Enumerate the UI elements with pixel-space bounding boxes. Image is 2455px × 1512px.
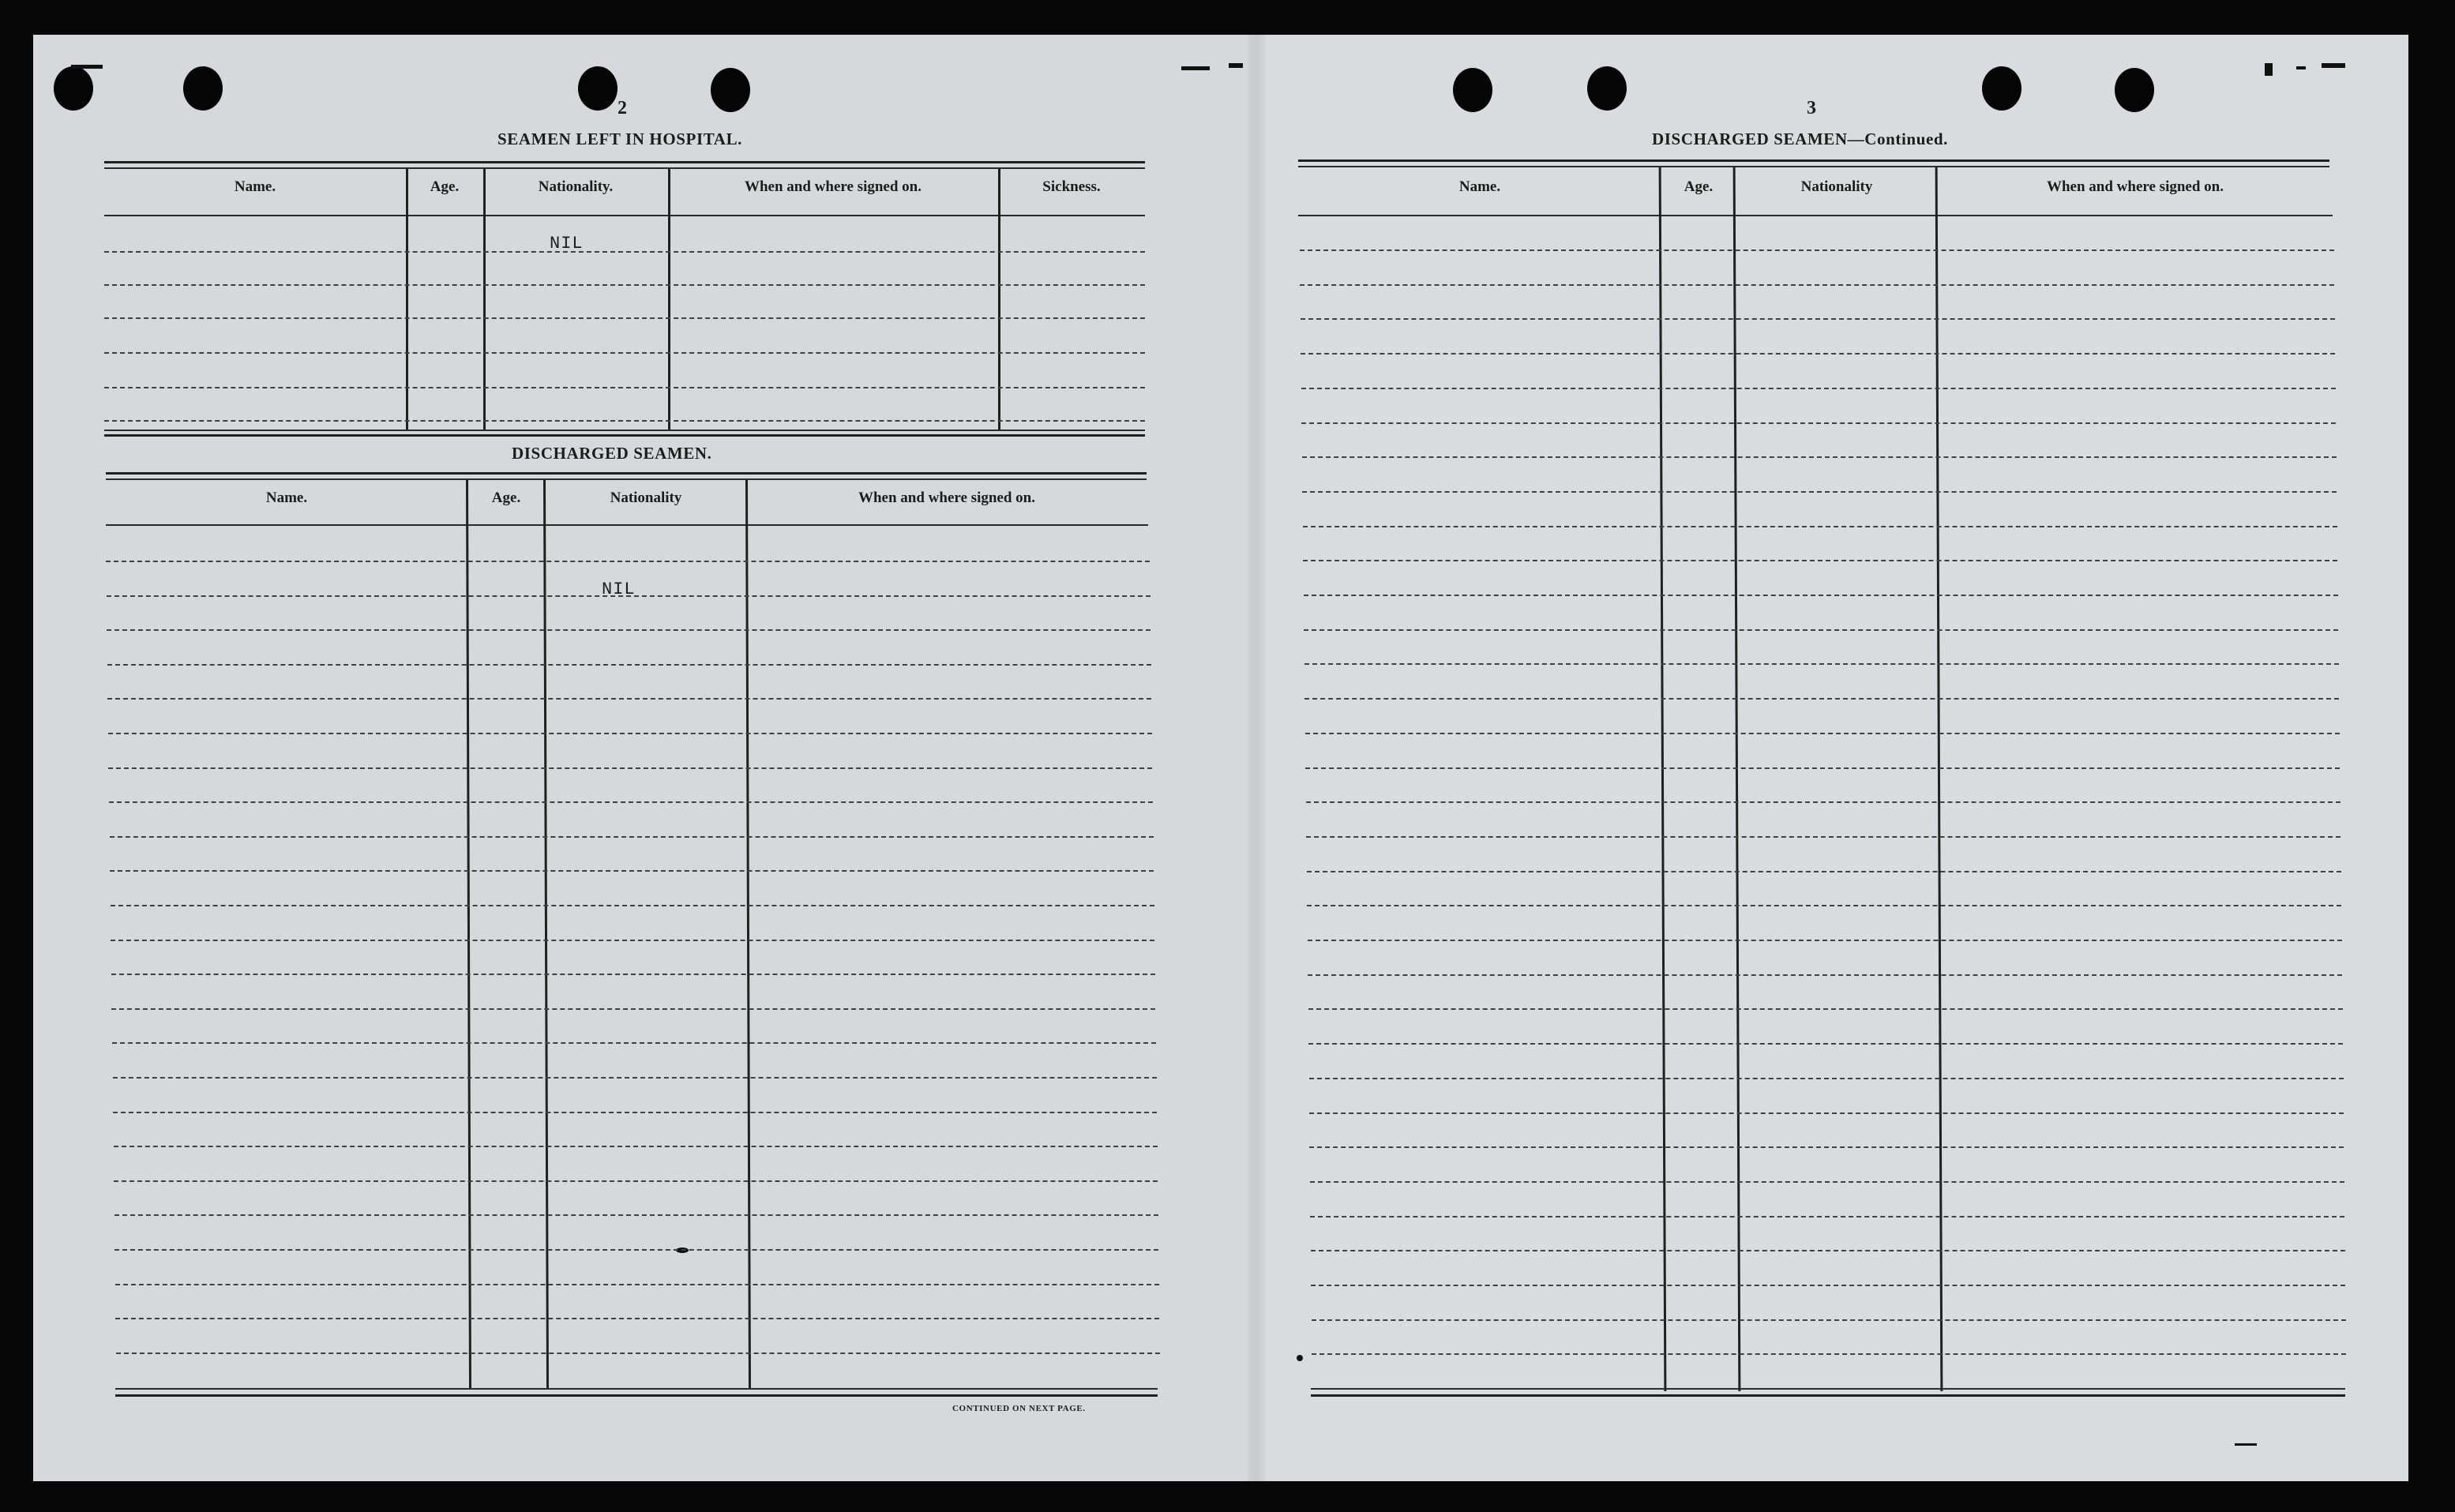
paper-mark bbox=[2296, 66, 2306, 69]
table-top-rule bbox=[104, 161, 1145, 163]
entry-line bbox=[1309, 1078, 2344, 1079]
column-header-age: Age. bbox=[430, 178, 460, 195]
column-divider bbox=[483, 169, 486, 430]
entry-line bbox=[1311, 1250, 2345, 1251]
entry-line bbox=[111, 905, 1154, 906]
table-top-rule bbox=[1298, 166, 2329, 167]
nil-entry: NIL bbox=[550, 234, 584, 253]
entry-line bbox=[111, 1008, 1155, 1010]
right-page bbox=[1256, 35, 2408, 1481]
table-top-rule bbox=[106, 478, 1147, 480]
entry-line bbox=[110, 836, 1154, 838]
entry-line bbox=[1301, 422, 2336, 424]
table-top-rule bbox=[104, 167, 1145, 169]
entry-line bbox=[1308, 974, 2342, 976]
entry-line bbox=[113, 1112, 1157, 1113]
column-header-sickness: Sickness. bbox=[1042, 178, 1101, 195]
column-header-nationality: Nationality. bbox=[538, 178, 614, 195]
discharged-section-title: DISCHARGED SEAMEN. bbox=[512, 444, 712, 463]
entry-line bbox=[111, 940, 1154, 941]
table-bottom-rule bbox=[104, 434, 1145, 437]
entry-line bbox=[1310, 1216, 2344, 1217]
punch-hole bbox=[54, 66, 93, 111]
entry-line bbox=[108, 767, 1152, 769]
column-header-name: Name. bbox=[265, 490, 308, 506]
column-header-signed-on: When and where signed on. bbox=[2046, 178, 2224, 195]
table-bottom-rule bbox=[115, 1388, 1158, 1390]
entry-line bbox=[1304, 595, 2338, 596]
column-divider bbox=[406, 169, 408, 430]
entry-line bbox=[1305, 733, 2340, 734]
entry-line bbox=[107, 629, 1151, 631]
discharged-continued-title: DISCHARGED SEAMEN—Continued. bbox=[1652, 129, 1949, 148]
paper-mark bbox=[2235, 1443, 2257, 1446]
column-header-age: Age. bbox=[491, 490, 521, 506]
entry-line bbox=[1306, 801, 2341, 803]
column-header-name: Name. bbox=[1458, 178, 1501, 195]
column-header-signed-on: When and where signed on. bbox=[858, 490, 1035, 506]
entry-line bbox=[1300, 249, 2334, 251]
page-fold bbox=[1248, 35, 1265, 1481]
entry-line bbox=[1307, 871, 2341, 872]
table-top-rule bbox=[106, 472, 1147, 475]
entry-line bbox=[104, 251, 1145, 253]
entry-line bbox=[1305, 767, 2340, 769]
column-header-nationality: Nationality bbox=[610, 490, 682, 506]
punch-hole bbox=[183, 66, 223, 111]
entry-line bbox=[104, 387, 1145, 388]
entry-line bbox=[112, 1042, 1156, 1044]
entry-line bbox=[104, 352, 1145, 354]
entry-line bbox=[1312, 1319, 2346, 1321]
header-underline bbox=[1298, 215, 2333, 216]
punch-hole bbox=[1982, 66, 2021, 111]
entry-line bbox=[107, 664, 1151, 666]
page-number: 3 bbox=[1807, 98, 1816, 118]
entry-line bbox=[109, 801, 1153, 803]
entry-line bbox=[1304, 698, 2339, 700]
paper-mark bbox=[1297, 1355, 1303, 1361]
table-bottom-rule bbox=[104, 430, 1145, 431]
punch-hole bbox=[1587, 66, 1627, 111]
entry-line bbox=[1308, 940, 2342, 941]
punch-hole bbox=[1453, 68, 1492, 112]
entry-line bbox=[1301, 388, 2336, 389]
header-underline bbox=[104, 215, 1145, 216]
entry-line bbox=[110, 870, 1154, 872]
entry-line bbox=[1308, 1043, 2343, 1045]
header-underline bbox=[106, 524, 1148, 526]
entry-line bbox=[1310, 1181, 2344, 1183]
entry-line bbox=[114, 1180, 1158, 1182]
paper-mark bbox=[1229, 63, 1243, 68]
entry-line bbox=[1303, 560, 2337, 561]
column-header-name: Name. bbox=[234, 178, 276, 195]
entry-line bbox=[1308, 1008, 2343, 1010]
nil-entry: NIL bbox=[602, 580, 636, 599]
paper-mark bbox=[2322, 63, 2345, 68]
entry-line bbox=[1311, 1285, 2345, 1286]
entry-line bbox=[116, 1353, 1160, 1354]
entry-line bbox=[1301, 318, 2335, 320]
entry-line bbox=[111, 974, 1155, 975]
entry-line bbox=[1304, 663, 2339, 665]
entry-line bbox=[1300, 284, 2334, 286]
entry-line bbox=[106, 561, 1150, 562]
entry-line bbox=[104, 284, 1145, 286]
paper-mark bbox=[2265, 63, 2273, 76]
punch-hole bbox=[578, 66, 618, 111]
entry-line bbox=[115, 1318, 1159, 1319]
entry-line bbox=[108, 733, 1152, 734]
column-header-nationality: Nationality bbox=[1800, 178, 1873, 195]
table-bottom-rule bbox=[1311, 1394, 2345, 1397]
hospital-section-title: SEAMEN LEFT IN HOSPITAL. bbox=[497, 129, 743, 148]
continued-footer: CONTINUED ON NEXT PAGE. bbox=[952, 1404, 1086, 1413]
entry-line bbox=[1302, 491, 2337, 493]
entry-line bbox=[104, 420, 1145, 422]
column-header-age: Age. bbox=[1684, 178, 1714, 195]
entry-line bbox=[115, 1284, 1159, 1285]
column-header-signed-on: When and where signed on. bbox=[744, 178, 922, 195]
entry-line bbox=[104, 317, 1145, 319]
entry-line bbox=[114, 1249, 1158, 1251]
entry-line bbox=[1304, 629, 2338, 631]
entry-line bbox=[1302, 456, 2337, 458]
page-number: 2 bbox=[618, 98, 627, 118]
table-bottom-rule bbox=[115, 1394, 1158, 1397]
paper-mark bbox=[1181, 66, 1210, 70]
entry-line bbox=[113, 1077, 1157, 1079]
entry-line bbox=[114, 1214, 1158, 1216]
entry-line bbox=[1306, 836, 2341, 838]
punch-hole bbox=[2115, 68, 2154, 112]
entry-line bbox=[1309, 1112, 2344, 1114]
table-bottom-rule bbox=[1311, 1388, 2345, 1390]
paper-mark bbox=[71, 65, 103, 69]
entry-line bbox=[1303, 526, 2337, 527]
entry-line bbox=[1307, 905, 2341, 906]
punch-hole bbox=[711, 68, 750, 112]
entry-line bbox=[114, 1146, 1158, 1147]
entry-line bbox=[1301, 353, 2335, 355]
table-top-rule bbox=[1298, 159, 2329, 162]
column-divider bbox=[668, 169, 670, 430]
entry-line bbox=[1312, 1353, 2346, 1355]
entry-line bbox=[1309, 1146, 2344, 1148]
entry-line bbox=[107, 698, 1151, 700]
column-divider bbox=[998, 169, 1000, 430]
